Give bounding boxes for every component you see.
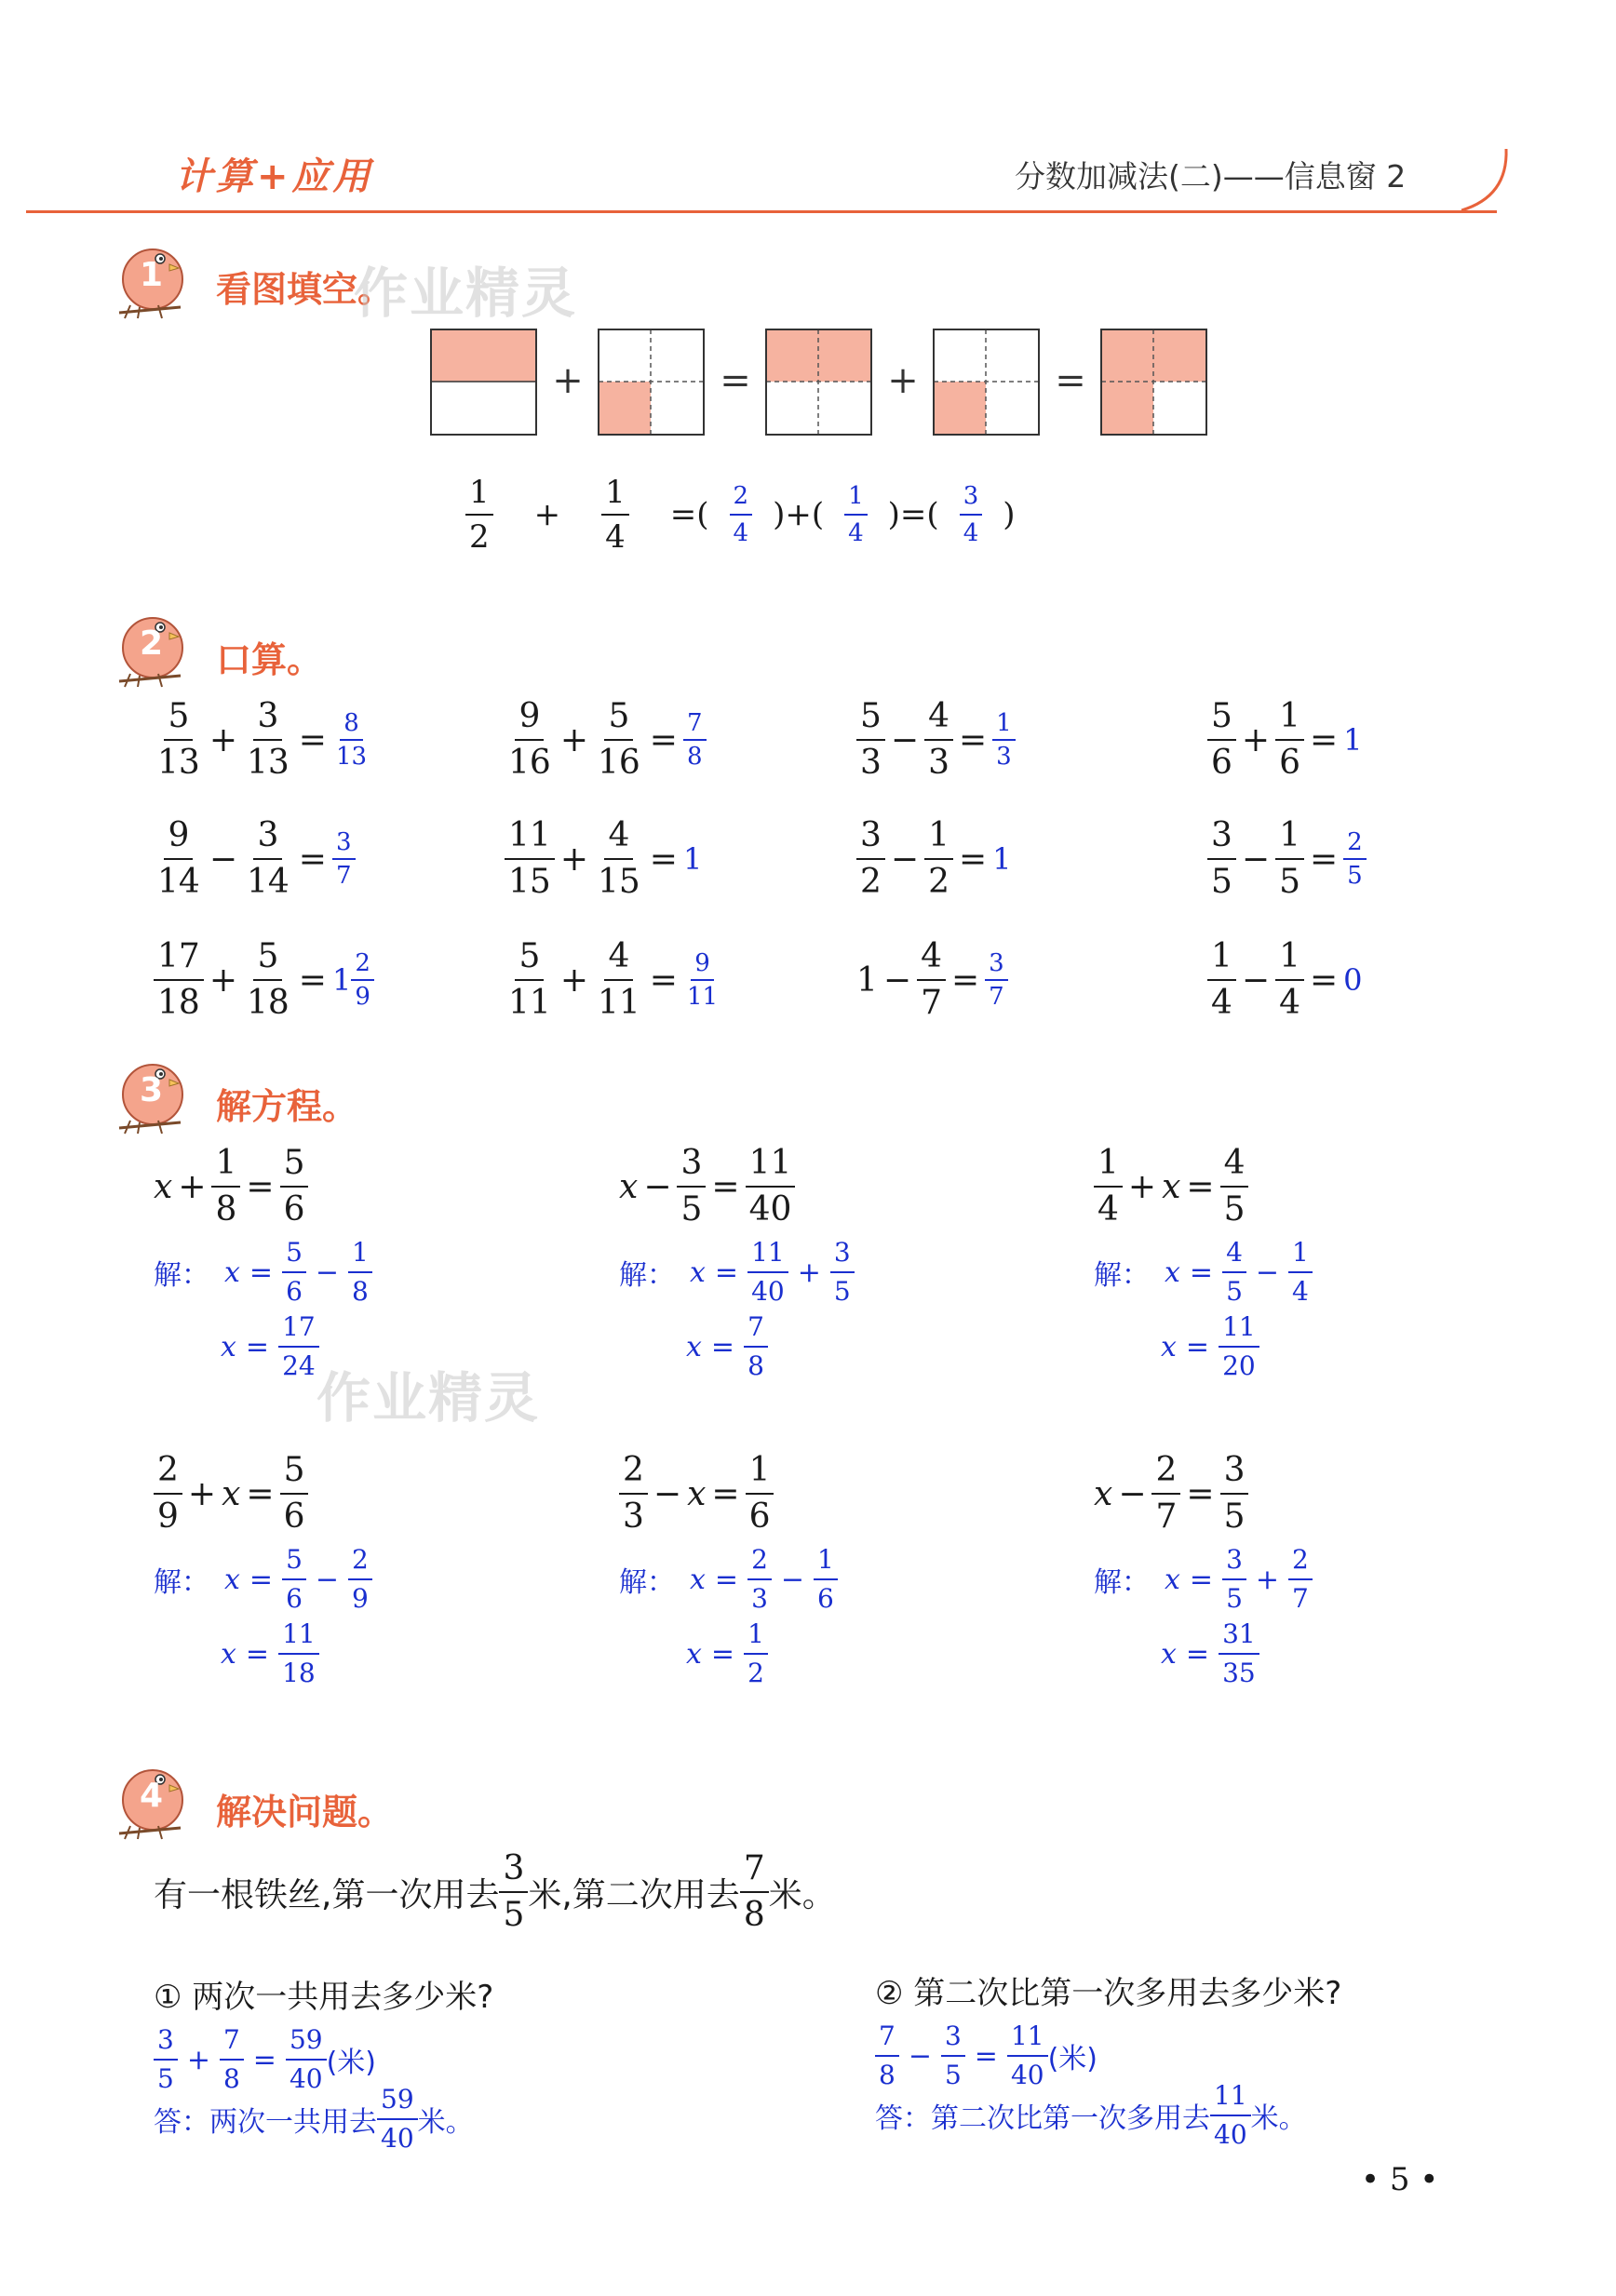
fraction: $\frac{1}{2}$ (465, 477, 493, 553)
fraction: $\frac{5}{6}$ (282, 1240, 306, 1305)
square-quarter-2 (934, 329, 1039, 435)
section-4-number: 4 (140, 1777, 164, 1815)
fraction: $\frac{3}{7}$ (332, 830, 356, 888)
section-1-equation: $\frac{1}{2}$ + $\frac{1}{4}$ =( $\frac{2}{4}$ )+( $\frac{1}{4}$ )=( $\frac{3}{4}$ ) (465, 477, 1016, 553)
equation-solution-step1: 解： x = $\frac{5}{6}$ − $\frac{2}{9}$ (154, 1547, 372, 1612)
fraction: $\frac{3}{14}$ (246, 816, 290, 901)
question-2: ② 第二次比第一次多用去多少米? (875, 1975, 1342, 2012)
watermark: 作业精灵 (316, 1366, 541, 1430)
fraction: $\frac{1}{6}$ (746, 1454, 774, 1534)
fraction: $\frac{11}{40}$ (746, 1147, 796, 1227)
fraction: $\frac{5}{6}$ (280, 1454, 309, 1534)
fraction: $\frac{8}{13}$ (335, 709, 368, 771)
section-3-number: 3 (140, 1071, 164, 1109)
fraction: $\frac{9}{11}$ (686, 949, 719, 1011)
fraction: $\frac{5}{3}$ (856, 700, 885, 780)
fraction: $\frac{5}{18}$ (246, 937, 290, 1022)
fraction: $\frac{4}{15}$ (597, 816, 640, 901)
fraction: $\frac{3}{5}$ (677, 1147, 706, 1227)
fraction: $\frac{4}{5}$ (1220, 1147, 1249, 1227)
fraction: $\frac{4}{7}$ (917, 940, 946, 1020)
mental-math-item: $\frac{1}{4}$ − $\frac{1}{4}$ = 0 (1207, 940, 1363, 1020)
fraction: $\frac{7}{8}$ (744, 1314, 768, 1379)
mental-math-grid (154, 697, 1457, 1026)
fraction: $\frac{1}{2}$ (924, 819, 953, 899)
fraction: $\frac{1}{4}$ (1207, 940, 1236, 1020)
fraction: $\frac{3}{2}$ (856, 819, 885, 899)
answer-2-calc: $\frac{7}{8}$ − $\frac{3}{5}$ = $\frac{11}{40}$ (米) (875, 2023, 1098, 2088)
fraction: $\frac{2}{7}$ (1288, 1547, 1313, 1612)
equation-solution-step1: 解： x = $\frac{5}{6}$ − $\frac{1}{8}$ (154, 1240, 372, 1305)
mental-math-item: $\frac{11}{15}$ + $\frac{4}{15}$ = 1 (505, 819, 702, 899)
equation-solution-step2: x = $\frac{11}{20}$ (1161, 1314, 1259, 1379)
fraction: $\frac{5}{6}$ (282, 1547, 306, 1612)
mental-math-item: $\frac{5}{6}$ + $\frac{1}{6}$ = 1 (1207, 700, 1363, 780)
fraction: $\frac{1}{3}$ (992, 711, 1016, 769)
fraction: $\frac{1}{6}$ (1275, 700, 1304, 780)
header-right-title: 分数加减法(二)——信息窗 2 (1015, 158, 1407, 195)
fraction: $\frac{5}{13}$ (157, 697, 200, 782)
answer-fraction: $\frac{2}{4}$ (730, 484, 753, 545)
fraction: $\frac{5}{11}$ (508, 937, 551, 1022)
section-1-number: 1 (140, 256, 164, 294)
equation-solution-step2: x = $\frac{1}{2}$ (686, 1621, 768, 1686)
mental-math-item: $\frac{5}{13}$ + $\frac{3}{13}$ = $\frac{8}{13}$ (154, 700, 370, 780)
page-number: • 5 • (1361, 2161, 1439, 2198)
fraction: $\frac{3}{7}$ (985, 951, 1008, 1009)
equation-question: x − $\frac{2}{7}$ = $\frac{3}{5}$ (1094, 1454, 1248, 1534)
equation-question: $\frac{2}{3}$ − x = $\frac{1}{6}$ (619, 1454, 774, 1534)
fraction: $\frac{2}{9}$ (351, 951, 374, 1009)
fraction: $\frac{1}{2}$ (744, 1621, 768, 1686)
fraction: $\frac{5}{6}$ (1207, 700, 1236, 780)
fraction: $\frac{3}{5}$ (1222, 1547, 1246, 1612)
fraction: $\frac{1}{4}$ (601, 477, 629, 553)
equation-solution-step1: 解： x = $\frac{3}{5}$ + $\frac{2}{7}$ (1094, 1547, 1313, 1612)
mental-math-item: $\frac{17}{18}$ + $\frac{5}{18}$ = 1 $\frac{2}{9}$ (154, 940, 374, 1020)
mental-math-item: $\frac{9}{16}$ + $\frac{5}{16}$ = $\frac{7}{8}$ (505, 700, 707, 780)
square-two-quarters (766, 329, 871, 435)
question-1: ① 两次一共用去多少米? (154, 1979, 494, 2016)
mental-math-item: 1 − $\frac{4}{7}$ = $\frac{3}{7}$ (856, 940, 1008, 1020)
svg-text:+: + (887, 359, 919, 402)
fraction: $\frac{2}{9}$ (348, 1547, 372, 1612)
fraction: $\frac{17}{24}$ (278, 1314, 319, 1379)
svg-text:=: = (1055, 359, 1086, 402)
equation-question: x − $\frac{3}{5}$ = $\frac{11}{40}$ (619, 1147, 795, 1227)
fraction: $\frac{1}{6}$ (814, 1547, 838, 1612)
fraction: $\frac{2}{7}$ (1151, 1454, 1180, 1534)
section-2-number: 2 (140, 624, 164, 663)
equation-question: x + $\frac{1}{8}$ = $\frac{5}{6}$ (154, 1147, 308, 1227)
fraction: $\frac{11}{20}$ (1219, 1314, 1259, 1379)
answer-2-text: 答：第二次比第一次多用去 $\frac{11}{40}$ 米。 (875, 2080, 1307, 2150)
fraction: $\frac{11}{15}$ (505, 819, 555, 899)
fraction: $\frac{9}{16}$ (508, 697, 551, 782)
fraction: $\frac{2}{5}$ (1343, 830, 1367, 888)
fraction: $\frac{3}{5}$ (830, 1240, 855, 1305)
fraction: $\frac{11}{18}$ (278, 1621, 319, 1686)
answer-1-text: 答：两次一共用去 $\frac{59}{40}$ 米。 (154, 2084, 474, 2154)
header-curve (1452, 145, 1517, 215)
equation-question: $\frac{1}{4}$ + x = $\frac{4}{5}$ (1094, 1147, 1248, 1227)
fraction: $\frac{1}{5}$ (1275, 819, 1304, 899)
answer-fraction: $\frac{1}{4}$ (844, 484, 868, 545)
equation-question: $\frac{2}{9}$ + x = $\frac{5}{6}$ (154, 1454, 308, 1534)
fraction: $\frac{4}{3}$ (924, 700, 953, 780)
fraction: $\frac{1}{8}$ (211, 1147, 240, 1227)
equation-solution-step2: x = $\frac{11}{18}$ (221, 1621, 319, 1686)
mental-math-item: $\frac{3}{5}$ − $\frac{1}{5}$ = $\frac{2}{5}$ (1207, 819, 1367, 899)
fraction-squares-diagram (424, 326, 1215, 442)
svg-text:=: = (720, 359, 751, 402)
header-left-title: 计算+应用 (175, 155, 374, 198)
header-divider (26, 210, 1497, 213)
fraction: $\frac{2}{3}$ (619, 1454, 648, 1534)
fraction: $\frac{7}{8}$ (683, 711, 707, 769)
fraction: $\frac{3}{5}$ (1207, 819, 1236, 899)
fraction: $\frac{1}{4}$ (1275, 940, 1304, 1020)
section-3-title: 解方程。 (216, 1086, 358, 1127)
fraction: $\frac{2}{9}$ (154, 1454, 182, 1534)
fraction: $\frac{9}{14}$ (157, 816, 200, 901)
mental-math-item: $\frac{5}{11}$ + $\frac{4}{11}$ = $\frac{9}{11}$ (505, 940, 721, 1020)
watermark: 作业精灵 (354, 262, 578, 325)
mental-math-item: $\frac{3}{2}$ − $\frac{1}{2}$ = 1 (856, 819, 1012, 899)
fraction: $\frac{1}{4}$ (1094, 1147, 1123, 1227)
fraction: $\frac{11}{40}$ (747, 1240, 788, 1305)
problem-statement: 有一根铁丝,第一次用去 $\frac{3}{5}$ 米,第二次用去 $\frac{7}{8}$ 米。 (154, 1849, 836, 1934)
mental-math-item: $\frac{9}{14}$ − $\frac{3}{14}$ = $\frac{3}{7}$ (154, 819, 356, 899)
section-1-title: 看图填空。 (216, 269, 394, 310)
equation-solution-step1: 解： x = $\frac{2}{3}$ − $\frac{1}{6}$ (619, 1547, 838, 1612)
fraction: $\frac{5}{6}$ (280, 1147, 309, 1227)
mental-math-item: $\frac{5}{3}$ − $\frac{4}{3}$ = $\frac{1}{3}$ (856, 700, 1016, 780)
square-quarter (599, 329, 704, 435)
section-2-title: 口算。 (216, 639, 323, 680)
svg-text:+: + (552, 359, 584, 402)
fraction: $\frac{5}{16}$ (597, 697, 640, 782)
square-half (431, 329, 536, 435)
fraction: $\frac{2}{3}$ (747, 1547, 772, 1612)
equation-solution-step2: x = $\frac{17}{24}$ (221, 1314, 319, 1379)
square-three-quarters (1101, 329, 1206, 435)
fraction: $\frac{1}{8}$ (348, 1240, 372, 1305)
equation-solution-step1: 解： x = $\frac{4}{5}$ − $\frac{1}{4}$ (1094, 1240, 1313, 1305)
equation-solution-step2: x = $\frac{7}{8}$ (686, 1314, 768, 1379)
fraction: $\frac{4}{5}$ (1222, 1240, 1246, 1305)
fraction: $\frac{3}{13}$ (246, 697, 290, 782)
section-4-title: 解决问题。 (216, 1792, 394, 1833)
equation-solution-step2: x = $\frac{31}{35}$ (1161, 1621, 1259, 1686)
fraction: $\frac{1}{4}$ (1288, 1240, 1313, 1305)
answer-fraction: $\frac{3}{4}$ (960, 484, 983, 545)
fraction: $\frac{17}{18}$ (154, 940, 204, 1020)
answer-1-calc: $\frac{3}{5}$ + $\frac{7}{8}$ = $\frac{59}{40}$ (米) (154, 2027, 376, 2092)
fraction: $\frac{3}{5}$ (1220, 1454, 1249, 1534)
equation-solution-step1: 解： x = $\frac{11}{40}$ + $\frac{3}{5}$ (619, 1240, 855, 1305)
fraction: $\frac{4}{11}$ (597, 937, 640, 1022)
fraction: $\frac{31}{35}$ (1219, 1621, 1259, 1686)
